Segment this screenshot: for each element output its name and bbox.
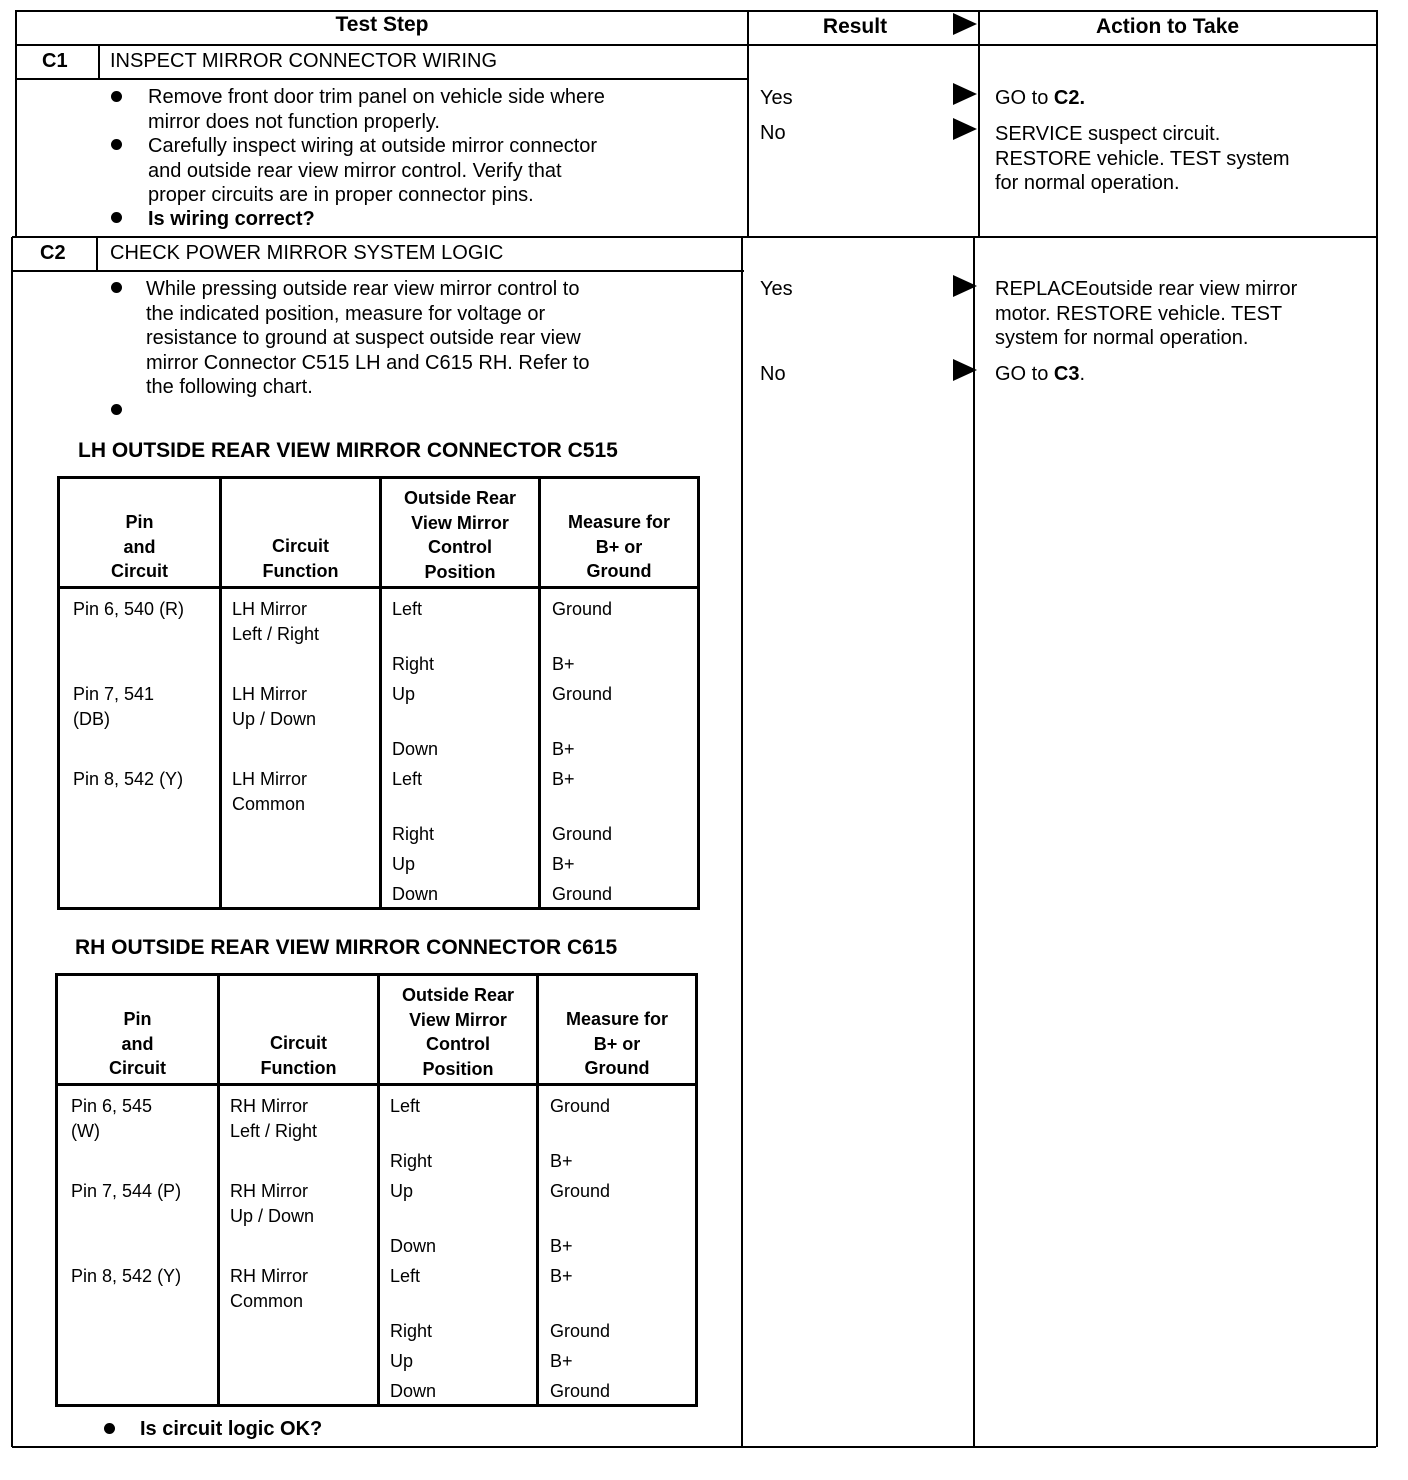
lh-pin-2: Pin 7, 541 (DB) [73, 684, 155, 729]
header-bottom-border [16, 44, 1378, 46]
c1-box-bottom [16, 78, 748, 80]
c1-bullet-2-text: Carefully inspect wiring at outside mirror connector and outside rear view mirror control. Verify that proper circuits are in proper connector pins. [148, 135, 598, 206]
lh-func-2: LH Mirror Up / Down [232, 684, 317, 729]
rh-pos-1: Left [390, 1096, 421, 1116]
lh-meas-1: Ground [552, 599, 613, 619]
lh-meas-4: B+ [552, 739, 575, 759]
c1-step-title: INSPECT MIRROR CONNECTOR WIRING [110, 50, 498, 72]
rh-pos-7: Up [390, 1351, 414, 1371]
rh-header-divider [58, 1083, 695, 1086]
rh-connector-table [55, 973, 698, 1407]
action-divider-lower [973, 237, 975, 1447]
c1-box-divider [98, 45, 100, 79]
lh-header-function: Circuit Function [262, 536, 339, 581]
rh-table-title: RH OUTSIDE REAR VIEW MIRROR CONNECTOR C615 [75, 936, 618, 959]
left-border-lower [11, 237, 13, 1447]
rh-pin-3: Pin 8, 542 (Y) [71, 1266, 182, 1286]
lh-meas-3: Ground [552, 684, 613, 704]
c1-result-yes: Yes [760, 87, 793, 109]
c1-no-action: SERVICE suspect circuit. RESTORE vehicle. TEST system for normal operation. [995, 123, 1290, 194]
rh-pos-8: Down [390, 1381, 437, 1401]
c2-bullet-1 [111, 282, 122, 293]
rh-header-function: Circuit Function [260, 1033, 337, 1078]
rh-meas-7: B+ [550, 1351, 573, 1371]
lh-connector-table [57, 476, 700, 910]
rh-pos-6: Right [390, 1321, 433, 1341]
c2-result-no: No [760, 363, 786, 385]
c2-bullet-final [104, 1423, 115, 1434]
lh-pos-5: Left [392, 769, 423, 789]
lh-meas-2: B+ [552, 654, 575, 674]
lh-pos-2: Right [392, 654, 435, 674]
rh-func-3: RH Mirror Common [230, 1266, 308, 1311]
rh-meas-3: Ground [550, 1181, 611, 1201]
c1-question: Is wiring correct? [148, 208, 315, 230]
top-border [16, 10, 1378, 12]
lh-header-measure: Measure for B+ or Ground [567, 512, 671, 581]
right-border [1376, 10, 1378, 1447]
lh-meas-7: B+ [552, 854, 575, 874]
lh-header-pin: Pin and Circuit [110, 512, 168, 581]
header-result: Result [822, 15, 888, 38]
lh-header-divider [60, 586, 697, 589]
c2-box-divider [96, 237, 98, 271]
c1-c2-separator [12, 236, 1378, 238]
lh-meas-8: Ground [552, 884, 613, 904]
rh-pin-1: Pin 6, 545 (W) [71, 1096, 153, 1141]
c2-bullet-1-text: While pressing outside rear view mirror control to the indicated position, measure for voltage or resistance to ground at suspect outside rear view mirror Connector C515 LH and C615 RH. Refer to the following chart. [146, 278, 590, 398]
header-test-step: Test Step [335, 13, 429, 36]
rh-header-position: Outside Rear View Mirror Control Position [401, 985, 515, 1079]
lh-pos-1: Left [392, 599, 423, 619]
c1-bullet-1 [111, 91, 122, 102]
c2-result-yes: Yes [760, 278, 793, 300]
result-divider [747, 10, 749, 237]
rh-header-measure: Measure for B+ or Ground [565, 1009, 669, 1078]
lh-meas-5: B+ [552, 769, 575, 789]
lh-table-title: LH OUTSIDE REAR VIEW MIRROR CONNECTOR C515 [78, 439, 618, 462]
lh-pos-8: Down [392, 884, 439, 904]
rh-pos-5: Left [390, 1266, 421, 1286]
rh-pos-4: Down [390, 1236, 437, 1256]
lh-pos-7: Up [392, 854, 416, 874]
c2-no-arrow-icon [953, 359, 977, 381]
rh-pin-2: Pin 7, 544 (P) [71, 1181, 182, 1201]
c2-no-action: GO to C3. [995, 363, 1086, 385]
rh-func-2: RH Mirror Up / Down [230, 1181, 315, 1226]
rh-pos-2: Right [390, 1151, 433, 1171]
c2-step-title: CHECK POWER MIRROR SYSTEM LOGIC [110, 242, 504, 264]
lh-pos-6: Right [392, 824, 435, 844]
c2-question: Is circuit logic OK? [140, 1418, 323, 1440]
lh-header-position: Outside Rear View Mirror Control Position [403, 488, 517, 582]
rh-func-1: RH Mirror Left / Right [230, 1096, 318, 1141]
lh-pin-1: Pin 6, 540 (R) [73, 599, 185, 619]
rh-pos-3: Up [390, 1181, 414, 1201]
left-border [15, 10, 17, 237]
lh-meas-6: Ground [552, 824, 613, 844]
rh-meas-5: B+ [550, 1266, 573, 1286]
rh-meas-4: B+ [550, 1236, 573, 1256]
c1-bullet-2 [111, 139, 122, 150]
c1-yes-arrow-icon [953, 83, 977, 105]
c1-bullet-3 [111, 212, 122, 223]
lh-pos-4: Down [392, 739, 439, 759]
c1-bullet-1-text: Remove front door trim panel on vehicle side where mirror does not function properly. [148, 86, 605, 133]
c1-result-no: No [760, 122, 786, 144]
lh-pos-3: Up [392, 684, 416, 704]
rh-meas-1: Ground [550, 1096, 611, 1116]
rh-meas-6: Ground [550, 1321, 611, 1341]
c2-yes-arrow-icon [953, 275, 977, 297]
c1-no-arrow-icon [953, 118, 977, 140]
rh-meas-2: B+ [550, 1151, 573, 1171]
action-divider [978, 10, 980, 237]
c2-yes-action: REPLACEoutside rear view mirror motor. RESTORE vehicle. TEST system for normal operation. [995, 278, 1298, 349]
header-action: Action to Take [1095, 15, 1240, 38]
c2-step-id: C2 [40, 242, 66, 264]
c2-box-bottom [12, 270, 744, 272]
result-divider-lower [741, 237, 743, 1447]
lh-func-3: LH Mirror Common [232, 769, 307, 814]
c1-step-id: C1 [42, 50, 68, 72]
bottom-border [12, 1446, 1376, 1448]
c2-bullet-2 [111, 404, 122, 415]
rh-header-pin: Pin and Circuit [108, 1009, 166, 1078]
rh-meas-8: Ground [550, 1381, 611, 1401]
lh-func-1: LH Mirror Left / Right [232, 599, 320, 644]
lh-pin-3: Pin 8, 542 (Y) [73, 769, 184, 789]
c1-yes-action: GO to C2. [995, 87, 1086, 109]
header-arrow-icon [953, 13, 977, 35]
